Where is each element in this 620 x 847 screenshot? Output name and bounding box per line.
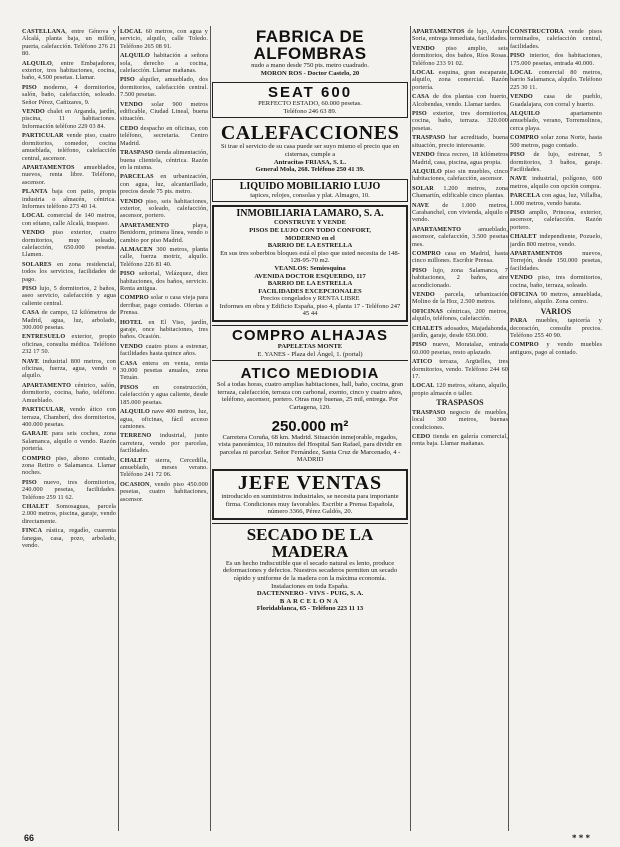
classified-ad: NAVE industrial 800 metros, con oficinas, fuerza, agua, vendo o alquilo. bbox=[22, 357, 116, 380]
classified-ad: VENDO piso, seis habitaciones, exterior, soleado, calefacción, ascensor, portero. bbox=[120, 197, 208, 220]
ad-alhajas-title: COMPRO ALHAJAS bbox=[232, 327, 388, 345]
ad-liquido-line1: tapices, relojes, consolas y plat. Almagro, 10. bbox=[250, 191, 370, 199]
ad-inmobiliaria-line9: FACILIDADES EXCEPCIONALES bbox=[258, 287, 362, 295]
classified-ad: CHALET Somosaguas, parcela 2.000 metros, piscina, garaje, vendo directamente. bbox=[22, 502, 116, 525]
classified-ad: LOCAL esquina, gran escaparate, alquilo, zona comercial. Razón portería. bbox=[412, 69, 508, 91]
classified-ad: CASA de campo, 12 kilómetros de Madrid, agua, luz, arbolado, 300.000 pesetas. bbox=[22, 309, 116, 332]
classified-ad: PARCELA con agua, luz, Villalba, 1.000 metros, vendo barata. bbox=[510, 192, 602, 207]
ad-alfombras-title: FABRICA DE ALFOMBRAS bbox=[253, 27, 367, 63]
classified-ad: LOCAL 120 metros, sótano, alquilo, propio almacén o taller. bbox=[412, 382, 508, 397]
ad-inmobiliaria bbox=[212, 205, 408, 322]
classified-ad: LOCAL 60 metros, con agua y servicio, alquilo, calle Toledo. Teléfono 265 08 91. bbox=[120, 28, 208, 50]
classified-ad: APARTAMENTOS nuevos, Torrejón, desde 150.000 pesetas, facilidades. bbox=[510, 249, 602, 272]
classified-ad: ALQUILO piso sin muebles, cinco habitaciones, calefacción, ascensor. bbox=[412, 167, 508, 183]
classified-ad: FINCA rústica, regadío, cuarenta fanegas, casa, pozo, arbolado, vendo. bbox=[22, 527, 116, 549]
classified-ad: HOTEL en El Viso, jardín, garaje, once habitaciones, tres baños. Ocasión. bbox=[120, 318, 208, 341]
classifieds-column-f bbox=[510, 28, 602, 829]
classified-ad: LOCAL comercial de 140 metros, con sótano, calle Alcalá, traspaso. bbox=[22, 212, 116, 227]
ad-inmobiliaria-line3: MODERNO en el bbox=[285, 234, 335, 242]
ad-secado bbox=[212, 523, 408, 615]
classified-ad: OCASION, vendo piso 450.000 pesetas, cuatro habitaciones, ascensor. bbox=[120, 480, 208, 503]
ad-jefe-ventas bbox=[212, 469, 408, 520]
classified-ad: NAVE industrial, polígono, 600 metros, alquilo con opción compra. bbox=[510, 175, 602, 190]
classified-ad: TRASPASO negocio de muebles, local 300 metros, buenas condiciones. bbox=[412, 408, 508, 431]
ad-liquido bbox=[212, 179, 408, 203]
classified-ad: VENDO solar 900 metros edificable, Ciudad Lineal, buena situación. bbox=[120, 100, 208, 123]
classified-ad: PISOS en construcción, calefacción y agua caliente, desde 185.000 pesetas. bbox=[120, 383, 208, 406]
ad-calefacciones-title: CALEFACCIONES bbox=[220, 122, 400, 145]
classified-ad: PISO nuevo, tres dormitorios, 240.000 pesetas, facilidades. Teléfono 259 11 62. bbox=[22, 478, 116, 501]
classified-ad: COMPRO casa en Madrid, hasta cinco millones. Escribir Prensa. bbox=[412, 249, 508, 265]
classified-ad: SOLAR 1.200 metros, zona Chamartín, edificable cinco plantas. bbox=[412, 184, 508, 200]
column-rule bbox=[410, 26, 411, 831]
display-ads-column bbox=[212, 28, 408, 829]
ad-seat-line1: PERFECTO ESTADO, 60.000 pesetas. bbox=[258, 100, 362, 108]
ad-terreno bbox=[212, 417, 408, 466]
classified-ad: COMPRO piso, abono contado, zona Retiro o Salamanca. Llamar noches. bbox=[22, 454, 116, 477]
ad-inmobiliaria-line11: Informes en obra y Edificio España, piso 4, planta 17 - Teléfono 247 45 44 bbox=[219, 302, 401, 318]
classified-ad: PISO exterior, tres dormitorios, cocina, baño, terraza. 320.000 pesetas. bbox=[412, 110, 508, 132]
ad-inmobiliaria-line8: BARRIO DE LA ESTRELLA bbox=[267, 280, 353, 288]
classified-ad: PISO lujo, 5 dormitorios, 2 baños, aseo servicio, calefacción y agua caliente central. bbox=[22, 285, 116, 307]
column-rule bbox=[210, 26, 211, 831]
classified-ad: VENDO cuatro pisos a estrenar, facilidades hasta quince años. bbox=[120, 342, 208, 358]
ad-calefacciones-line2: Antracitas FRIASA, S. L. bbox=[273, 158, 347, 166]
classified-ad: PARTICULAR, vendo ático con terraza, Chamberí, dos dormitorios, 400.000 pesetas. bbox=[22, 406, 116, 428]
classified-ad: TRASPASO tienda alimentación, buena clientela, céntrica. Razón en la misma. bbox=[120, 149, 208, 171]
classified-ad: VENDO casa de pueblo, Guadalajara, con corral y huerto. bbox=[510, 93, 602, 108]
classified-ad: OFICINA 90 metros, amueblada, teléfono, alquilo. Zona centro. bbox=[510, 291, 602, 306]
classified-ad: PARA muebles, tapicería y decoración, consulte precios. Teléfono 255 40 90. bbox=[510, 317, 602, 340]
ad-secado-title: SECADO DE LA MADERA bbox=[246, 524, 374, 561]
ad-jefe-ventas-line1: introducido en suministros industriales, se necesita para importante firma. Condiciones muy favorables. Escribir a Prensa Española, número 3366, Pérez Galdós, 20. bbox=[221, 493, 399, 516]
classified-ad: PISO nuevo, Moratalaz, entrada 60.000 pesetas, resto aplazado. bbox=[412, 341, 508, 356]
classifieds-column-a bbox=[22, 28, 116, 829]
footer-marks: * * * bbox=[572, 833, 590, 843]
classified-ad: PISO amplio, Princesa, exterior, ascensor, calefacción. Razón portero. bbox=[510, 208, 602, 231]
classified-ad: COMPRO solar o casa vieja para derribar, pago contado. Ofertas a Prensa. bbox=[120, 294, 208, 317]
classified-ad: CHALETS adosados, Majadahonda, jardín, garaje, desde 650.000. bbox=[412, 324, 508, 340]
column-rule bbox=[118, 26, 119, 831]
classified-ad: PLANTA baja con patio, propia industria o almacén, céntrica. Informes teléfono 273 40 14. bbox=[22, 188, 116, 210]
ad-inmobiliaria-line10: Precios congelados y RENTA LIBRE bbox=[260, 295, 360, 303]
classified-ad: PARCELAS en urbanización, con agua, luz, alcantarillado, precios desde 75 pts. metro. bbox=[120, 173, 208, 196]
classified-ad: PISO de lujo, estrenar, 5 dormitorios, 3 baños, garaje. Facilidades. bbox=[510, 151, 602, 173]
classified-ad: ALQUILO apartamento amueblado, verano, Torremolinos, cerca playa. bbox=[510, 110, 602, 132]
classified-ad: NAVE de 1.000 metros, Carabanchel, con vivienda, alquilo o vendo. bbox=[412, 201, 508, 224]
ad-seat-line2: Teléfono 246 63 89. bbox=[283, 107, 337, 115]
classified-ad: PISO alquiler, amueblado, dos dormitorios, calefacción central. 7.500 pesetas. bbox=[120, 76, 208, 99]
classified-ad: ALMACEN 300 metros, planta calle, fuerza motriz, alquilo. Teléfono 226 81 40. bbox=[120, 245, 208, 268]
classified-ad: ALQUILO nave 400 metros, luz, agua, oficinas, fácil acceso camiones. bbox=[120, 408, 208, 430]
column-rule bbox=[508, 26, 509, 831]
classified-ad: CEDO despacho en oficinas, con teléfono, secretaria. Centro Madrid. bbox=[120, 124, 208, 147]
classified-ad: ENTRESUELO exterior, propio oficinas, consulta médica. Teléfono 232 17 50. bbox=[22, 333, 116, 356]
ad-calefacciones-line3: General Mola, 268. Teléfono 250 41 39. bbox=[255, 166, 365, 174]
classified-ad: VARIOS bbox=[540, 306, 572, 316]
ad-inmobiliaria-line1: CONSTRUYE Y VENDE bbox=[274, 219, 346, 227]
classified-ad: GARAJE para seis coches, zona Salamanca, alquilo o vendo. Razón portería. bbox=[22, 430, 116, 453]
classified-ad: CASA de dos plantas con huerto, Alcobendas, vendo. Llamar tardes. bbox=[412, 93, 508, 108]
classified-ad: PARTICULAR vende piso, cuatro dormitorios, comedor, cocina amueblada, teléfono, calefacción central, ascensor. bbox=[22, 132, 116, 162]
classified-ad: PISO lujo, zona Salamanca, 7 habitaciones, 2 baños, aire acondicionado. bbox=[412, 266, 508, 289]
classified-ad: SOLARES en zona residencial, todos los servicios, facilidades de pago. bbox=[22, 260, 116, 283]
ad-inmobiliaria-title: INMOBILIARIA LAMARO, S. A. bbox=[236, 208, 384, 220]
classified-ad: COMPRO y vendo muebles antiguos, pago al contado. bbox=[510, 341, 602, 356]
classifieds-column-b bbox=[120, 28, 208, 829]
ad-alhajas bbox=[212, 325, 408, 361]
ad-secado-line4: BARCELONA bbox=[279, 597, 341, 605]
classified-ad: ALQUILO, entre Embajadores, exterior, tres habitaciones, cocina, baño, 4.500 pesetas. Llamar. bbox=[22, 59, 116, 82]
classified-ad: CASTELLANA, entre Génova y Alcalá, planta baja, un millón, puerta, calefacción. Teléfono 276 21 80. bbox=[22, 28, 116, 58]
ad-alhajas-line1: PAPELETAS MONTE bbox=[277, 343, 343, 351]
ad-seat bbox=[212, 82, 408, 118]
ad-terreno-title: 250.000 m² bbox=[271, 417, 349, 435]
classified-ad: APARTAMENTOS amueblados, nuevos, renta libre. Teléfono, ascensor. bbox=[22, 163, 116, 186]
ad-inmobiliaria-line6: VEANLOS: Semiesquina bbox=[274, 264, 346, 272]
classified-ad: CASA entera en venta, renta 30.000 pesetas anuales, zona Tetuán. bbox=[120, 359, 208, 382]
ad-inmobiliaria-line2: PISOS DE LUJO CON TODO CONFORT, bbox=[249, 226, 371, 234]
classified-ad: CEDO tienda en galería comercial, renta baja. Llamar mañanas. bbox=[412, 432, 508, 448]
classified-ad: VENDO piso exterior, cuatro dormitorios, muy soleado, calefacción, 650.000 pesetas. Llamen. bbox=[22, 229, 116, 259]
classified-ad: VENDO chalet en Arganda, jardín, piscina, 11 habitaciones. Información teléfono 229 03 84. bbox=[22, 108, 116, 130]
classified-ad: VENDO parcela, urbanización Molino de la Hoz, 2.500 metros. bbox=[412, 291, 508, 306]
classified-ad: APARTAMENTOS de lujo, Arturo Soria, entrega inmediata, facilidades. bbox=[412, 28, 508, 43]
ad-calefacciones bbox=[212, 121, 408, 175]
classified-ad: ATICO terraza, Argüelles, tres dormitorios, vendo. Teléfono 244 60 17. bbox=[412, 358, 508, 381]
classified-ad: PISO moderno, 4 dormitorios, salón, baño, calefacción, soleado. Señor Pérez, Cañizares, 9. bbox=[22, 83, 116, 106]
classified-ad: VENDO piso, tres dormitorios, cocina, baño, terraza, soleado. bbox=[510, 274, 602, 289]
page-number: 66 bbox=[24, 833, 35, 843]
classified-ad: PISO señorial, Velázquez, diez habitaciones, dos baños, servicio. Renta antigua. bbox=[120, 270, 208, 292]
classified-ad: CHALET sierra, Cercedilla, amueblado, meses verano. Teléfono 241 72 06. bbox=[120, 456, 208, 479]
classified-ad: VENDO piso amplio, seis dormitorios, dos baños, Ríos Rosas. Teléfono 233 91 02. bbox=[412, 44, 508, 67]
ad-secado-line3: DACTENNERO - VIVS - PUIG, S. A. bbox=[256, 590, 364, 598]
ad-alfombras-line2: MORON ROS - Doctor Castelo, 20 bbox=[260, 69, 360, 77]
ad-terreno-line1: Carretera Coruña, 68 km. Madrid. Situación inmejorable, regados, vista panorámica, 10 minutos del Hospital San Rafael, para dividir en parcelas ni parcelar. Señor Fernández, Santa Cruz de Marcenado, 4 - MADRID bbox=[218, 433, 402, 464]
page-footer bbox=[0, 833, 620, 845]
classified-ad: PISO interior, dos habitaciones, 175.000 pesetas, entrada 40.000. bbox=[510, 52, 602, 67]
ad-secado-line2: Instalaciones en toda España. bbox=[271, 582, 349, 590]
classified-ad: OFICINAS céntricas, 200 metros, alquilo, teléfonos, calefacción. bbox=[412, 307, 508, 323]
ad-alfombras bbox=[212, 28, 408, 79]
classifieds-column-e bbox=[412, 28, 508, 829]
classified-ad: TRASPASOS bbox=[436, 398, 484, 408]
classified-ad: COMPRO solar zona Norte, hasta 500 metros, pago contado. bbox=[510, 134, 602, 149]
ad-atico-line1: Sol a todas horas, cuatro amplias habitaciones, hall, baño, cocina, gran terraza, calefacción, terraza con carbonal, exento, cinco y cuatro años, teléfono, ascensor, portero. Otras muy buenas, 25 mil, entrega. Por Cartagena, 120. bbox=[216, 381, 404, 412]
classified-ad: APARTAMENTO amueblado, ascensor, calefacción, 3.500 pesetas mes. bbox=[412, 225, 508, 248]
classified-ad: ALQUILO habitación a señora sola, derecho a cocina, calefacción. Llamar mañanas. bbox=[120, 52, 208, 75]
ad-inmobiliaria-line4: BARRIO DE LA ESTRELLA bbox=[267, 242, 353, 250]
ad-jefe-ventas-title: JEFE VENTAS bbox=[237, 472, 383, 494]
ad-secado-line5: Floridablanca, 65 - Teléfono 223 11 13 bbox=[256, 605, 364, 613]
ad-alhajas-line2: E. YANES - Plaza del Ángel, 1. (portal) bbox=[257, 350, 363, 358]
classified-ad: APARTAMENTO céntrico, salón, dormitorio, cocina, baño, teléfono. Amueblado. bbox=[22, 381, 116, 404]
ad-alfombras-line1: nudo a mano desde 750 pts. metro cuadrado. bbox=[251, 62, 369, 69]
ad-inmobiliaria-line7: AVENIDA DOCTOR ESQUERDO, 117 bbox=[254, 272, 366, 280]
ad-liquido-title: LIQUIDO MOBILIARIO LUJO bbox=[239, 180, 381, 192]
classified-ad: TRASPASO bar acreditado, buena situación, precio interesante. bbox=[412, 134, 508, 149]
classified-ad: LOCAL comercial 80 metros, barrio Salamanca, alquilo. Teléfono 225 30 11. bbox=[510, 69, 602, 91]
classified-ad: CONSTRUCTORA vende pisos terminados, calefacción central, facilidades. bbox=[510, 28, 602, 50]
ad-seat-title: SEAT 600 bbox=[267, 84, 353, 102]
ad-inmobiliaria-line5: En sus tres soberbios bloques está el piso que usted necesita de 148-128-95-70 m2. bbox=[220, 249, 400, 265]
top-margin bbox=[0, 0, 620, 20]
classified-ad: APARTAMENTO playa, Benidorm, primera línea, vendo o cambio por piso Madrid. bbox=[120, 221, 208, 244]
ad-secado-line1: Es un hecho indiscutible que el secado natural es lento, produce deformaciones y defectos. Nuestros secaderos permiten un secado rápido y uniforme de la madera con la máxima economía. bbox=[222, 559, 398, 582]
ad-atico-title: ATICO MEDIODIA bbox=[240, 365, 380, 383]
classified-ad: VENDO finca recreo, 18 kilómetros Madrid, casa, piscina, agua propia. bbox=[412, 151, 508, 166]
classified-ad: CHALET independiente, Pozuelo, jardín 800 metros, vendo. bbox=[510, 233, 602, 248]
classified-ad: TERRENO industrial, junto carretera, vendo por parcelas, facilidades. bbox=[120, 432, 208, 455]
ad-calefacciones-line1: Si trae el servicio de su casa puede ser suyo mismo el precio que en cisternas, cumple a bbox=[220, 143, 400, 158]
ad-atico bbox=[212, 364, 408, 413]
